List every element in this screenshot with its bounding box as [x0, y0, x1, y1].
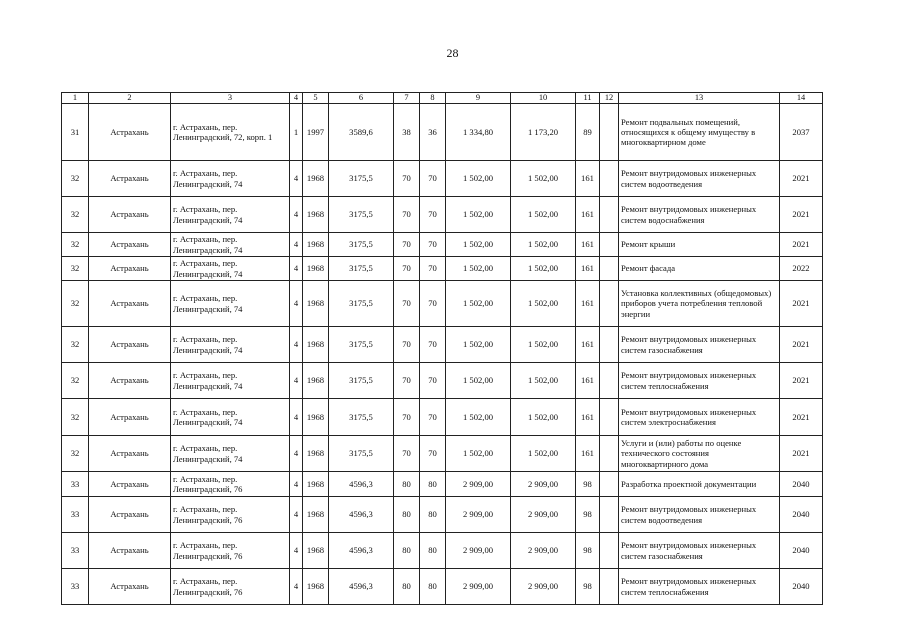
row-number-cell: 33: [62, 533, 89, 569]
municipality-cell: Астрахань: [89, 436, 171, 472]
col7-cell: 70: [394, 233, 420, 257]
col11-cell: 161: [576, 197, 600, 233]
col4-cell: 4: [290, 257, 303, 281]
municipality-cell: Астрахань: [89, 327, 171, 363]
col11-cell: 161: [576, 327, 600, 363]
municipality-cell: Астрахань: [89, 161, 171, 197]
col12-cell: [600, 327, 619, 363]
address-cell: г. Астрахань, пер. Ленинградский, 74: [171, 436, 290, 472]
table-row: [62, 363, 823, 399]
col12-cell: [600, 436, 619, 472]
planned-year-cell: 2021: [780, 363, 823, 399]
col12-cell: [600, 472, 619, 497]
work-type-cell: Ремонт внутридомовых инженерных систем теплоснабжения: [619, 569, 780, 605]
col10-cell: 1 502,00: [511, 257, 576, 281]
col8-cell: 70: [420, 281, 446, 327]
col8-cell: 70: [420, 363, 446, 399]
col10-cell: 1 502,00: [511, 233, 576, 257]
work-type-cell: Ремонт внутридомовых инженерных систем газоснабжения: [619, 327, 780, 363]
municipality-cell: Астрахань: [89, 472, 171, 497]
col12-cell: [600, 569, 619, 605]
page-number: 28: [446, 46, 459, 60]
col8-cell: 70: [420, 233, 446, 257]
col7-cell: 70: [394, 327, 420, 363]
planned-year-cell: 2037: [780, 104, 823, 161]
table-row: [62, 533, 823, 569]
area-cell: 3589,6: [329, 104, 394, 161]
address-cell: г. Астрахань, пер. Ленинградский, 74: [171, 399, 290, 436]
col4-cell: 4: [290, 497, 303, 533]
address-cell: г. Астрахань, пер. Ленинградский, 74: [171, 197, 290, 233]
planned-year-cell: 2040: [780, 497, 823, 533]
col7-cell: 70: [394, 436, 420, 472]
col12-cell: [600, 281, 619, 327]
year-cell: 1968: [303, 233, 329, 257]
municipality-cell: Астрахань: [89, 497, 171, 533]
row-number-cell: 32: [62, 257, 89, 281]
col9-cell: 1 502,00: [446, 161, 511, 197]
col8-cell: 70: [420, 436, 446, 472]
col10-cell: 2 909,00: [511, 533, 576, 569]
col12-cell: [600, 161, 619, 197]
column-header: 11: [576, 93, 600, 104]
col9-cell: 2 909,00: [446, 497, 511, 533]
col12-cell: [600, 104, 619, 161]
address-cell: г. Астрахань, пер. Ленинградский, 74: [171, 161, 290, 197]
area-cell: 3175,5: [329, 399, 394, 436]
col8-cell: 70: [420, 399, 446, 436]
col9-cell: 1 502,00: [446, 197, 511, 233]
col9-cell: 2 909,00: [446, 569, 511, 605]
col9-cell: 1 334,80: [446, 104, 511, 161]
work-type-cell: Ремонт внутридомовых инженерных систем газоснабжения: [619, 533, 780, 569]
col9-cell: 1 502,00: [446, 257, 511, 281]
table-row: [62, 436, 823, 472]
col7-cell: 70: [394, 399, 420, 436]
col8-cell: 70: [420, 197, 446, 233]
municipality-cell: Астрахань: [89, 197, 171, 233]
table-row: [62, 327, 823, 363]
address-cell: г. Астрахань, пер. Ленинградский, 76: [171, 472, 290, 497]
col11-cell: 98: [576, 472, 600, 497]
area-cell: 3175,5: [329, 281, 394, 327]
work-type-cell: Ремонт внутридомовых инженерных систем электроснабжения: [619, 399, 780, 436]
year-cell: 1968: [303, 327, 329, 363]
row-number-cell: 32: [62, 281, 89, 327]
area-cell: 3175,5: [329, 161, 394, 197]
col4-cell: 4: [290, 472, 303, 497]
col12-cell: [600, 363, 619, 399]
area-cell: 4596,3: [329, 497, 394, 533]
column-header: 7: [394, 93, 420, 104]
row-number-cell: 32: [62, 436, 89, 472]
row-number-cell: 32: [62, 327, 89, 363]
column-header: 14: [780, 93, 823, 104]
col11-cell: 161: [576, 436, 600, 472]
capital-repair-table: [61, 92, 823, 605]
col7-cell: 70: [394, 281, 420, 327]
col4-cell: 4: [290, 569, 303, 605]
planned-year-cell: 2021: [780, 233, 823, 257]
year-cell: 1968: [303, 436, 329, 472]
col9-cell: 1 502,00: [446, 363, 511, 399]
table-row: [62, 569, 823, 605]
col9-cell: 1 502,00: [446, 281, 511, 327]
col7-cell: 70: [394, 257, 420, 281]
table-row: [62, 472, 823, 497]
col9-cell: 1 502,00: [446, 327, 511, 363]
col10-cell: 1 502,00: [511, 436, 576, 472]
year-cell: 1968: [303, 399, 329, 436]
planned-year-cell: 2040: [780, 533, 823, 569]
table-row: [62, 161, 823, 197]
col8-cell: 80: [420, 569, 446, 605]
col11-cell: 98: [576, 533, 600, 569]
col4-cell: 4: [290, 533, 303, 569]
address-cell: г. Астрахань, пер. Ленинградский, 72, корп. 1: [171, 104, 290, 161]
work-type-cell: Разработка проектной документации: [619, 472, 780, 497]
col11-cell: 161: [576, 363, 600, 399]
municipality-cell: Астрахань: [89, 533, 171, 569]
col8-cell: 36: [420, 104, 446, 161]
col12-cell: [600, 533, 619, 569]
municipality-cell: Астрахань: [89, 399, 171, 436]
row-number-cell: 31: [62, 104, 89, 161]
area-cell: 3175,5: [329, 363, 394, 399]
year-cell: 1968: [303, 257, 329, 281]
planned-year-cell: 2040: [780, 569, 823, 605]
work-type-cell: Ремонт внутридомовых инженерных систем водоотведения: [619, 497, 780, 533]
col10-cell: 1 173,20: [511, 104, 576, 161]
year-cell: 1968: [303, 569, 329, 605]
year-cell: 1968: [303, 363, 329, 399]
col12-cell: [600, 257, 619, 281]
col7-cell: 80: [394, 533, 420, 569]
municipality-cell: Астрахань: [89, 363, 171, 399]
year-cell: 1997: [303, 104, 329, 161]
year-cell: 1968: [303, 533, 329, 569]
work-type-cell: Ремонт внутридомовых инженерных систем водоснабжения: [619, 197, 780, 233]
planned-year-cell: 2021: [780, 281, 823, 327]
area-cell: 4596,3: [329, 472, 394, 497]
area-cell: 3175,5: [329, 436, 394, 472]
year-cell: 1968: [303, 472, 329, 497]
col9-cell: 2 909,00: [446, 533, 511, 569]
col11-cell: 161: [576, 399, 600, 436]
table-row: [62, 399, 823, 436]
row-number-cell: 32: [62, 161, 89, 197]
col8-cell: 80: [420, 533, 446, 569]
municipality-cell: Астрахань: [89, 104, 171, 161]
col8-cell: 70: [420, 161, 446, 197]
col11-cell: 161: [576, 233, 600, 257]
col12-cell: [600, 497, 619, 533]
planned-year-cell: 2021: [780, 436, 823, 472]
year-cell: 1968: [303, 161, 329, 197]
row-number-cell: 32: [62, 399, 89, 436]
col4-cell: 4: [290, 327, 303, 363]
col4-cell: 4: [290, 161, 303, 197]
work-type-cell: Ремонт внутридомовых инженерных систем водоотведения: [619, 161, 780, 197]
col8-cell: 80: [420, 472, 446, 497]
col7-cell: 70: [394, 197, 420, 233]
col4-cell: 4: [290, 233, 303, 257]
year-cell: 1968: [303, 197, 329, 233]
col10-cell: 1 502,00: [511, 281, 576, 327]
table-body: [62, 104, 823, 605]
row-number-cell: 33: [62, 569, 89, 605]
col10-cell: 1 502,00: [511, 327, 576, 363]
col4-cell: 4: [290, 281, 303, 327]
col4-cell: 4: [290, 436, 303, 472]
col11-cell: 161: [576, 257, 600, 281]
address-cell: г. Астрахань, пер. Ленинградский, 76: [171, 533, 290, 569]
work-type-cell: Ремонт подвальных помещений, относящихся к общему имуществу в многоквартирном доме: [619, 104, 780, 161]
table-row: [62, 233, 823, 257]
area-cell: 3175,5: [329, 197, 394, 233]
planned-year-cell: 2021: [780, 327, 823, 363]
col12-cell: [600, 197, 619, 233]
row-number-cell: 32: [62, 197, 89, 233]
col9-cell: 1 502,00: [446, 399, 511, 436]
address-cell: г. Астрахань, пер. Ленинградский, 74: [171, 327, 290, 363]
table-row: [62, 497, 823, 533]
work-type-cell: Установка коллективных (общедомовых) приборов учета потребления тепловой энергии: [619, 281, 780, 327]
work-type-cell: Ремонт крыши: [619, 233, 780, 257]
column-header: 5: [303, 93, 329, 104]
col4-cell: 4: [290, 197, 303, 233]
column-header: 10: [511, 93, 576, 104]
col9-cell: 2 909,00: [446, 472, 511, 497]
col7-cell: 80: [394, 569, 420, 605]
col7-cell: 80: [394, 472, 420, 497]
col10-cell: 2 909,00: [511, 472, 576, 497]
planned-year-cell: 2021: [780, 197, 823, 233]
planned-year-cell: 2021: [780, 399, 823, 436]
column-header: 13: [619, 93, 780, 104]
row-number-cell: 32: [62, 233, 89, 257]
municipality-cell: Астрахань: [89, 257, 171, 281]
col8-cell: 80: [420, 497, 446, 533]
area-cell: 3175,5: [329, 233, 394, 257]
work-type-cell: Услуги и (или) работы по оценке технического состояния многоквартирного дома: [619, 436, 780, 472]
col4-cell: 1: [290, 104, 303, 161]
column-header: 6: [329, 93, 394, 104]
col8-cell: 70: [420, 257, 446, 281]
col4-cell: 4: [290, 363, 303, 399]
work-type-cell: Ремонт фасада: [619, 257, 780, 281]
col12-cell: [600, 399, 619, 436]
col10-cell: 1 502,00: [511, 363, 576, 399]
table-row: [62, 257, 823, 281]
col10-cell: 1 502,00: [511, 161, 576, 197]
col4-cell: 4: [290, 399, 303, 436]
col7-cell: 70: [394, 363, 420, 399]
column-header: 8: [420, 93, 446, 104]
area-cell: 3175,5: [329, 327, 394, 363]
col11-cell: 161: [576, 281, 600, 327]
address-cell: г. Астрахань, пер. Ленинградский, 74: [171, 363, 290, 399]
col7-cell: 70: [394, 161, 420, 197]
table-row: [62, 104, 823, 161]
address-cell: г. Астрахань, пер. Ленинградский, 74: [171, 281, 290, 327]
col9-cell: 1 502,00: [446, 233, 511, 257]
column-header: 9: [446, 93, 511, 104]
year-cell: 1968: [303, 281, 329, 327]
area-cell: 4596,3: [329, 569, 394, 605]
header-row: [62, 93, 823, 104]
work-type-cell: Ремонт внутридомовых инженерных систем теплоснабжения: [619, 363, 780, 399]
col7-cell: 80: [394, 497, 420, 533]
planned-year-cell: 2022: [780, 257, 823, 281]
col11-cell: 98: [576, 497, 600, 533]
address-cell: г. Астрахань, пер. Ленинградский, 74: [171, 257, 290, 281]
col11-cell: 98: [576, 569, 600, 605]
address-cell: г. Астрахань, пер. Ленинградский, 76: [171, 497, 290, 533]
row-number-cell: 33: [62, 497, 89, 533]
row-number-cell: 33: [62, 472, 89, 497]
planned-year-cell: 2021: [780, 161, 823, 197]
col10-cell: 1 502,00: [511, 399, 576, 436]
col9-cell: 1 502,00: [446, 436, 511, 472]
col10-cell: 1 502,00: [511, 197, 576, 233]
year-cell: 1968: [303, 497, 329, 533]
planned-year-cell: 2040: [780, 472, 823, 497]
area-cell: 3175,5: [329, 257, 394, 281]
col12-cell: [600, 233, 619, 257]
address-cell: г. Астрахань, пер. Ленинградский, 76: [171, 569, 290, 605]
municipality-cell: Астрахань: [89, 569, 171, 605]
column-header: 12: [600, 93, 619, 104]
col11-cell: 89: [576, 104, 600, 161]
table-row: [62, 197, 823, 233]
area-cell: 4596,3: [329, 533, 394, 569]
column-header: 4: [290, 93, 303, 104]
col7-cell: 38: [394, 104, 420, 161]
col10-cell: 2 909,00: [511, 569, 576, 605]
address-cell: г. Астрахань, пер. Ленинградский, 74: [171, 233, 290, 257]
table-row: [62, 281, 823, 327]
column-header: 2: [89, 93, 171, 104]
column-header: 1: [62, 93, 89, 104]
col10-cell: 2 909,00: [511, 497, 576, 533]
col8-cell: 70: [420, 327, 446, 363]
municipality-cell: Астрахань: [89, 233, 171, 257]
row-number-cell: 32: [62, 363, 89, 399]
municipality-cell: Астрахань: [89, 281, 171, 327]
col11-cell: 161: [576, 161, 600, 197]
column-header: 3: [171, 93, 290, 104]
